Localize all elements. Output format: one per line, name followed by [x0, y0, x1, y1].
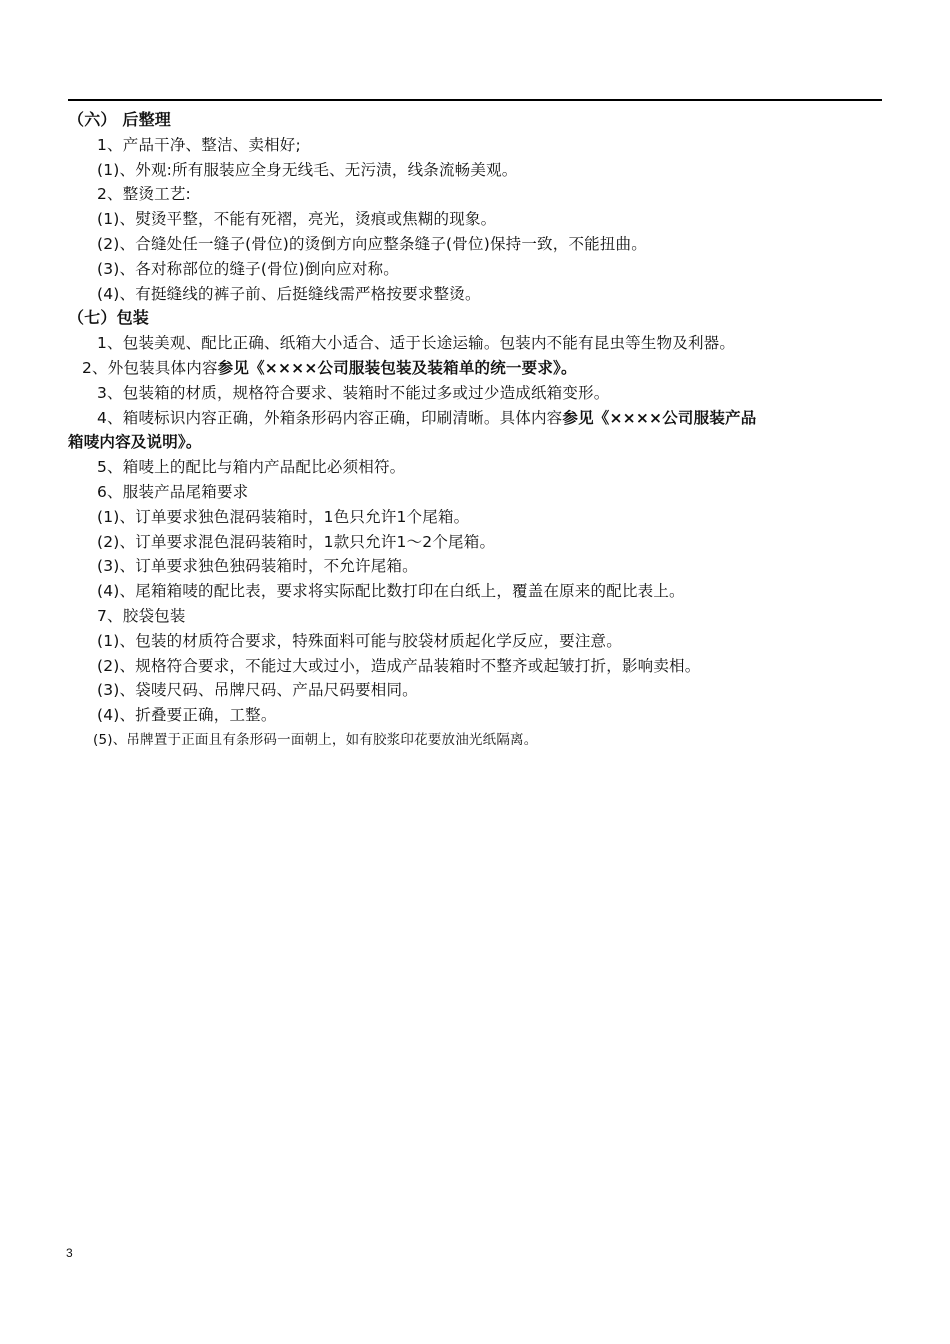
- paragraph: 1、产品干净、整洁、卖相好;: [97, 135, 301, 154]
- paragraph: (5)、吊牌置于正面且有条形码一面朝上，如有胶浆印花要放油光纸隔离。: [93, 731, 538, 748]
- paragraph: (4)、折叠要正确，工整。: [97, 706, 277, 725]
- paragraph: 5、箱唛上的配比与箱内产品配比必须相符。: [97, 458, 406, 477]
- paragraph: (1)、订单要求独色混码装箱时，1色只允许1个尾箱。: [97, 507, 470, 526]
- paragraph: (1)、熨烫平整，不能有死褶，亮光，烫痕或焦糊的现象。: [97, 210, 497, 229]
- paragraph-text: 4、箱唛标识内容正确，外箱条形码内容正确，印刷清晰。具体内容: [97, 408, 563, 427]
- section-7-heading: （七）包装: [68, 308, 150, 328]
- page-number: 3: [66, 1246, 73, 1260]
- paragraph: 7、胶袋包装: [97, 606, 186, 625]
- paragraph: 3、包装箱的材质，规格符合要求、装箱时不能过多或过少造成纸箱变形。: [97, 383, 610, 402]
- paragraph: 6、服装产品尾箱要求: [97, 482, 249, 501]
- paragraph-continuation: [68, 430, 882, 455]
- paragraph: [68, 356, 882, 381]
- paragraph: (3)、袋唛尺码、吊牌尺码、产品尺码要相同。: [97, 681, 418, 700]
- section-6-heading: （六） 后整理: [68, 110, 171, 129]
- paragraph: (3)、各对称部位的缝子(骨位)倒向应对称。: [97, 259, 399, 278]
- paragraph: (4)、尾箱箱唛的配比表，要求将实际配比数打印在白纸上，覆盖在原来的配比表上。: [97, 582, 685, 601]
- document-body: [68, 108, 882, 752]
- paragraph: [68, 406, 882, 431]
- paragraph: (1)、包装的材质符合要求，特殊面料可能与胶袋材质起化学反应，要注意。: [97, 631, 622, 650]
- paragraph-text: 2、外包装具体内容: [82, 358, 218, 377]
- paragraph: (1)、外观:所有服装应全身无线毛、无污渍，线条流畅美观。: [97, 160, 518, 179]
- reference-text: 参见《××××公司服装产品: [562, 408, 757, 427]
- paragraph: 2、整烫工艺:: [97, 185, 191, 204]
- header-rule: [68, 99, 882, 101]
- reference-text: 参见《××××公司服装包装及装箱单的统一要求》。: [217, 358, 577, 377]
- paragraph: (4)、有挺缝线的裤子前、后挺缝线需严格按要求整烫。: [97, 284, 481, 303]
- paragraph: (2)、合缝处任一缝子(骨位)的烫倒方向应整条缝子(骨位)保持一致，不能扭曲。: [97, 234, 647, 253]
- paragraph: 1、包装美观、配比正确、纸箱大小适合、适于长途运输。包装内不能有昆虫等生物及利器。: [97, 334, 736, 353]
- paragraph: (2)、规格符合要求，不能过大或过小，造成产品装箱时不整齐或起皱打折，影响卖相。: [97, 656, 701, 675]
- reference-text: 箱唛内容及说明》。: [68, 433, 202, 452]
- paragraph: (2)、订单要求混色混码装箱时，1款只允许1～2个尾箱。: [97, 532, 496, 551]
- paragraph: (3)、订单要求独色独码装箱时，不允许尾箱。: [97, 557, 418, 576]
